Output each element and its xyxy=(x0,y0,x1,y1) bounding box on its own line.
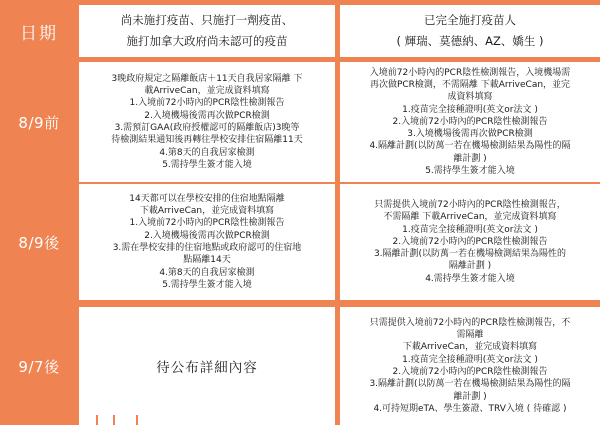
row-before-8-9-unvaccinated-cell xyxy=(79,62,335,182)
text-line: 3.需預訂GAA(政府授權認可的隔離飯店)3晚等 xyxy=(114,123,300,133)
text-line: 再次做PCR檢測，不需隔離 下載ArriveCan，並完 xyxy=(369,79,571,90)
text-line: 2.入境前72小時內的PCR陰性檢測報告 xyxy=(392,236,548,247)
text-line: 離計劃 ) xyxy=(453,153,487,164)
header-unvaccinated-line-1: 尚未施打疫苗、只施打一劑疫苗、 xyxy=(120,13,294,27)
header-unvaccinated-line-2: 施打加拿大政府尚未認可的疫苗 xyxy=(126,34,288,48)
text-line: 5.需持學生簽才能入境 xyxy=(162,159,252,170)
text-line: 需隔離 xyxy=(456,330,484,341)
text-line: 3晚政府規定之隔離飯店＋11天自我居家隔離 下 xyxy=(111,73,303,84)
text-line: 下載ArriveCan，並完成資料填寫 xyxy=(402,342,538,353)
header-fully-vaccinated xyxy=(340,5,600,57)
text-line: 隔離計劃 ) xyxy=(448,261,492,272)
decorative-tick xyxy=(113,415,115,425)
text-line: 只需提供入境前72小時內的PCR陰性檢測報告，不 xyxy=(369,317,571,328)
text-line: 3.隔離計劃(以防萬一若在機場檢測結果為陽性的 xyxy=(373,249,567,260)
text-line: 4.第8天的自我居家檢測 xyxy=(159,147,255,158)
text-line: 下載ArriveCan，並完成資料填寫 xyxy=(139,206,275,217)
text-line: 2.入境前72小時內的PCR陰性檢測報告 xyxy=(392,116,548,127)
row-after-8-9-vaccinated-cell xyxy=(340,184,600,300)
text-line: 4.隔離計劃(以防萬一若在機場檢測結果為陽性的隔 xyxy=(369,141,571,152)
text-line: 1.疫苗完全接種證明(英文or法文 ) xyxy=(402,104,538,115)
text-line: 成資料填寫 xyxy=(447,92,493,103)
row-before-8-9-vaccinated-cell xyxy=(340,62,600,182)
row-date-after-9-7: 9/7後 xyxy=(18,357,60,376)
text-line: 1.入境前72小時內的PCR陰性檢測報告 xyxy=(129,218,285,229)
text-line: 4.第8天的自我居家檢測 xyxy=(159,267,255,278)
corner-date-label: 日期 xyxy=(20,23,58,44)
text-line: 5.需持學生簽才能入境 xyxy=(425,166,515,177)
row-after-9-7-unvaccinated-cell xyxy=(79,307,335,425)
text-line: 2.入境前72小時內的PCR陰性檢測報告 xyxy=(392,367,548,377)
row-after-9-7-vaccinated-cell xyxy=(340,307,600,425)
text-line: 入境前72小時內的PCR陰性檢測報告，入境機場需 xyxy=(369,67,571,78)
text-line: 3.需在學校安排的住宿地點或政府認可的住宿地 xyxy=(112,243,302,253)
text-line: 14天都可以在學校安排的住宿地點隔離 xyxy=(129,193,285,204)
row-date-after-8-9: 8/9後 xyxy=(18,233,60,252)
header-fully-vaccinated-line-2: ( 輝瑞、莫德納、AZ、嬌生 ) xyxy=(396,34,544,48)
decorative-tick xyxy=(136,415,138,425)
text-line: 1.疫苗完全接種證明(英文or法文 ) xyxy=(402,354,538,365)
text-line: 載ArriveCan，並完成資料填寫 xyxy=(144,86,270,97)
row-date-before-8-9: 8/9前 xyxy=(18,113,60,132)
text-line: 5.需持學生簽才能入境 xyxy=(162,279,252,290)
text-line: 1.入境前72小時內的PCR陰性檢測報告 xyxy=(129,98,285,109)
text-line: 不需隔離 下載ArriveCan，並完成資料填寫 xyxy=(383,212,557,223)
text-line: 只需提供入境前72小時內的PCR陰性檢測報告， xyxy=(374,199,566,210)
text-line: 待檢測結果通知後再轉往學校安排住宿隔離11天 xyxy=(111,135,303,146)
text-line: 點隔離14天 xyxy=(183,255,231,266)
header-unvaccinated xyxy=(79,5,335,57)
text-line: 4.可持短期eTA、學生簽證、TRV入境 ( 待確認 ) xyxy=(373,403,567,414)
text-line: 3.隔離計劃(以防萬一若在機場檢測結果為陽性的隔 xyxy=(369,379,571,390)
header-fully-vaccinated-line-1: 已完全施打疫苗人 xyxy=(424,13,516,27)
text-line: 4.需持學生簽才能入境 xyxy=(425,273,515,284)
decorative-tick xyxy=(96,415,98,425)
row-after-8-9-unvaccinated-cell xyxy=(79,184,335,300)
text-line: 3.入境機場後需再次做PCR檢測 xyxy=(407,129,533,140)
text-line: 2.入境機場後需再次做PCR檢測 xyxy=(144,230,270,241)
text-line: 離計劃 ) xyxy=(453,391,487,402)
pending-details-text: 待公布詳細內容 xyxy=(156,360,258,376)
text-line: 1.疫苗完全接種證明(英文or法文 ) xyxy=(402,224,538,235)
text-line: 2.入境機場後需再次做PCR檢測 xyxy=(144,110,270,121)
